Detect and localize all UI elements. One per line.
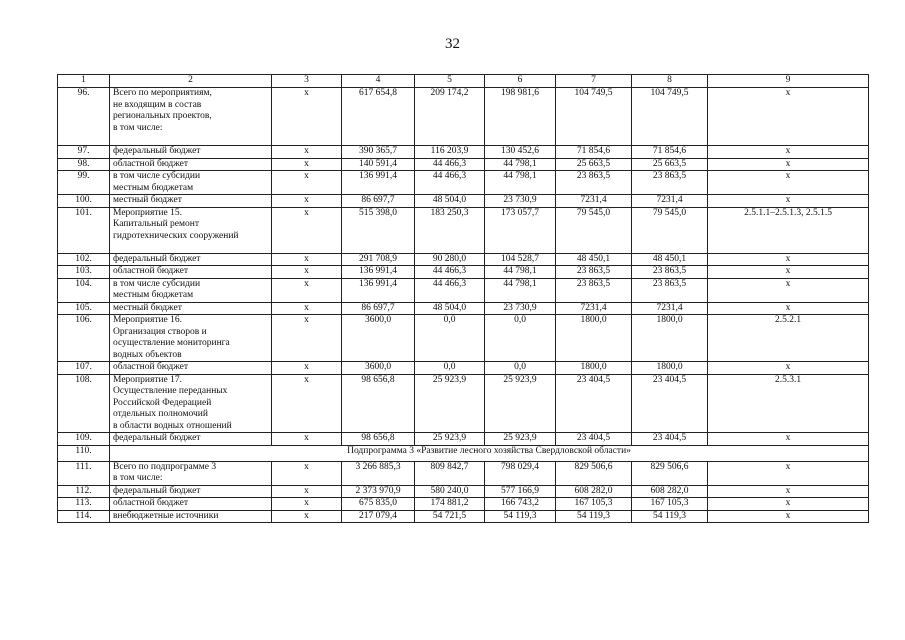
col7-amount: 608 282,0 <box>556 485 632 498</box>
col3-cell: х <box>272 88 342 146</box>
header-cell-8: 8 <box>632 75 708 88</box>
col7-amount: 104 749,5 <box>556 88 632 146</box>
col6-amount: 130 452,6 <box>485 146 556 159</box>
row-number: 113. <box>58 498 110 511</box>
col6-amount: 173 057,7 <box>485 207 556 253</box>
col6-amount: 0,0 <box>485 362 556 375</box>
total-amount: 136 991,4 <box>342 266 415 279</box>
row-number: 108. <box>58 374 110 433</box>
item-name: областной бюджет <box>110 266 272 279</box>
col5-amount: 44 466,3 <box>415 158 485 171</box>
total-amount: 3600,0 <box>342 362 415 375</box>
col3-cell: х <box>272 171 342 195</box>
table-row <box>58 266 869 279</box>
target-indicators: х <box>708 362 869 375</box>
col3-cell: х <box>272 315 342 362</box>
col3-cell: х <box>272 374 342 433</box>
total-amount: 140 591,4 <box>342 158 415 171</box>
target-indicators: х <box>708 253 869 266</box>
col5-amount: 809 842,7 <box>415 461 485 485</box>
col6-amount: 44 798,1 <box>485 266 556 279</box>
col8-amount: 829 506,6 <box>632 461 708 485</box>
target-indicators: х <box>708 498 869 511</box>
table-row <box>58 171 869 195</box>
item-name: в том числе субсидии местным бюджетам <box>110 171 272 195</box>
header-cell-2: 2 <box>110 75 272 88</box>
header-cell-9: 9 <box>708 75 869 88</box>
header-cell-7: 7 <box>556 75 632 88</box>
table-row <box>58 498 869 511</box>
col5-amount: 44 466,3 <box>415 266 485 279</box>
col5-amount: 0,0 <box>415 362 485 375</box>
item-name: Мероприятие 17. Осуществление переданных Российской Федерацией отдельных полномочий в области водных отношений <box>110 374 272 433</box>
col8-amount: 23 404,5 <box>632 433 708 446</box>
item-name: Всего по мероприятиям, не входящим в состав региональных проектов, в том числе: <box>110 88 272 146</box>
item-name: областной бюджет <box>110 158 272 171</box>
table-row <box>58 461 869 485</box>
col6-amount: 798 029,4 <box>485 461 556 485</box>
total-amount: 2 373 970,9 <box>342 485 415 498</box>
col5-amount: 209 174,2 <box>415 88 485 146</box>
row-number: 98. <box>58 158 110 171</box>
col8-amount: 167 105,3 <box>632 498 708 511</box>
target-indicators: х <box>708 433 869 446</box>
col5-amount: 0,0 <box>415 315 485 362</box>
total-amount: 291 708,9 <box>342 253 415 266</box>
table-row <box>58 146 869 159</box>
col3-cell: х <box>272 485 342 498</box>
row-number: 111. <box>58 461 110 485</box>
target-indicators: х <box>708 510 869 523</box>
col7-amount: 71 854,6 <box>556 146 632 159</box>
subprogram-title: Подпрограмма 3 «Развитие лесного хозяйства Свердловской области» <box>110 445 869 461</box>
col6-amount: 44 798,1 <box>485 158 556 171</box>
col5-amount: 580 240,0 <box>415 485 485 498</box>
total-amount: 98 656,8 <box>342 374 415 433</box>
item-name: Мероприятие 15. Капитальный ремонт гидротехнических сооружений <box>110 207 272 253</box>
item-name: Всего по подпрограмме 3 в том числе: <box>110 461 272 485</box>
col8-amount: 71 854,6 <box>632 146 708 159</box>
col3-cell: х <box>272 510 342 523</box>
table-row <box>58 207 869 253</box>
table-row <box>58 485 869 498</box>
target-indicators: 2.5.2.1 <box>708 315 869 362</box>
item-name: внебюджетные источники <box>110 510 272 523</box>
col8-amount: 7231,4 <box>632 195 708 208</box>
target-indicators: х <box>708 146 869 159</box>
total-amount: 86 697,7 <box>342 195 415 208</box>
target-indicators: х <box>708 266 869 279</box>
col8-amount: 79 545,0 <box>632 207 708 253</box>
total-amount: 98 656,8 <box>342 433 415 446</box>
row-number: 96. <box>58 88 110 146</box>
item-name: местный бюджет <box>110 195 272 208</box>
row-number: 104. <box>58 278 110 302</box>
item-name: федеральный бюджет <box>110 253 272 266</box>
col8-amount: 54 119,3 <box>632 510 708 523</box>
target-indicators: 2.5.1.1–2.5.1.3, 2.5.1.5 <box>708 207 869 253</box>
item-name: областной бюджет <box>110 362 272 375</box>
col8-amount: 23 404,5 <box>632 374 708 433</box>
header-cell-5: 5 <box>415 75 485 88</box>
col8-amount: 23 863,5 <box>632 278 708 302</box>
col8-amount: 25 663,5 <box>632 158 708 171</box>
table-row <box>58 315 869 362</box>
col5-amount: 174 881,2 <box>415 498 485 511</box>
col3-cell: х <box>272 433 342 446</box>
target-indicators: 2.5.3.1 <box>708 374 869 433</box>
col3-cell: х <box>272 498 342 511</box>
col7-amount: 1800,0 <box>556 362 632 375</box>
col5-amount: 54 721,5 <box>415 510 485 523</box>
col3-cell: х <box>272 253 342 266</box>
col7-amount: 54 119,3 <box>556 510 632 523</box>
total-amount: 136 991,4 <box>342 278 415 302</box>
col5-amount: 48 504,0 <box>415 195 485 208</box>
row-number: 106. <box>58 315 110 362</box>
row-number: 105. <box>58 302 110 315</box>
page-number: 32 <box>445 36 460 52</box>
table-row <box>58 362 869 375</box>
col7-amount: 25 663,5 <box>556 158 632 171</box>
col3-cell: х <box>272 302 342 315</box>
col7-amount: 167 105,3 <box>556 498 632 511</box>
header-cell-6: 6 <box>485 75 556 88</box>
item-name: федеральный бюджет <box>110 146 272 159</box>
col6-amount: 54 119,3 <box>485 510 556 523</box>
col3-cell: х <box>272 146 342 159</box>
col6-amount: 23 730,9 <box>485 302 556 315</box>
col6-amount: 44 798,1 <box>485 171 556 195</box>
col5-amount: 183 250,3 <box>415 207 485 253</box>
col8-amount: 1800,0 <box>632 315 708 362</box>
budget-table <box>57 74 869 523</box>
total-amount: 86 697,7 <box>342 302 415 315</box>
row-number: 100. <box>58 195 110 208</box>
col5-amount: 90 280,0 <box>415 253 485 266</box>
col7-amount: 23 863,5 <box>556 278 632 302</box>
table-row <box>58 445 869 461</box>
col5-amount: 116 203,9 <box>415 146 485 159</box>
col8-amount: 7231,4 <box>632 302 708 315</box>
col6-amount: 23 730,9 <box>485 195 556 208</box>
col3-cell: х <box>272 461 342 485</box>
item-name: федеральный бюджет <box>110 485 272 498</box>
col3-cell: х <box>272 362 342 375</box>
col8-amount: 104 749,5 <box>632 88 708 146</box>
col3-cell: х <box>272 278 342 302</box>
target-indicators: х <box>708 158 869 171</box>
col6-amount: 25 923,9 <box>485 433 556 446</box>
item-name: Мероприятие 16. Организация створов и осуществление мониторинга водных объектов <box>110 315 272 362</box>
col3-cell: х <box>272 158 342 171</box>
col8-amount: 1800,0 <box>632 362 708 375</box>
table-header-row <box>58 75 869 88</box>
item-name: федеральный бюджет <box>110 433 272 446</box>
col6-amount: 0,0 <box>485 315 556 362</box>
target-indicators: х <box>708 171 869 195</box>
row-number: 109. <box>58 433 110 446</box>
col3-cell: х <box>272 195 342 208</box>
col7-amount: 7231,4 <box>556 302 632 315</box>
row-number: 103. <box>58 266 110 279</box>
row-number: 101. <box>58 207 110 253</box>
col7-amount: 23 863,5 <box>556 266 632 279</box>
item-name: местный бюджет <box>110 302 272 315</box>
target-indicators: х <box>708 278 869 302</box>
table-row <box>58 433 869 446</box>
col5-amount: 25 923,9 <box>415 374 485 433</box>
table-row <box>58 278 869 302</box>
col7-amount: 1800,0 <box>556 315 632 362</box>
total-amount: 3 266 885,3 <box>342 461 415 485</box>
table-row <box>58 253 869 266</box>
row-number: 110. <box>58 445 110 461</box>
table-row <box>58 374 869 433</box>
target-indicators: х <box>708 195 869 208</box>
item-name: областной бюджет <box>110 498 272 511</box>
col7-amount: 48 450,1 <box>556 253 632 266</box>
col6-amount: 577 166,9 <box>485 485 556 498</box>
total-amount: 675 835,0 <box>342 498 415 511</box>
table-row <box>58 302 869 315</box>
total-amount: 390 365,7 <box>342 146 415 159</box>
col5-amount: 44 466,3 <box>415 278 485 302</box>
col6-amount: 166 743,2 <box>485 498 556 511</box>
col5-amount: 25 923,9 <box>415 433 485 446</box>
target-indicators: х <box>708 485 869 498</box>
total-amount: 3600,0 <box>342 315 415 362</box>
col8-amount: 608 282,0 <box>632 485 708 498</box>
col3-cell: х <box>272 266 342 279</box>
col7-amount: 23 863,5 <box>556 171 632 195</box>
col6-amount: 25 923,9 <box>485 374 556 433</box>
row-number: 102. <box>58 253 110 266</box>
total-amount: 136 991,4 <box>342 171 415 195</box>
row-number: 99. <box>58 171 110 195</box>
col7-amount: 829 506,6 <box>556 461 632 485</box>
col8-amount: 23 863,5 <box>632 266 708 279</box>
col6-amount: 104 528,7 <box>485 253 556 266</box>
row-number: 114. <box>58 510 110 523</box>
col7-amount: 23 404,5 <box>556 433 632 446</box>
item-name: в том числе субсидии местным бюджетам <box>110 278 272 302</box>
table-row <box>58 158 869 171</box>
col6-amount: 44 798,1 <box>485 278 556 302</box>
header-cell-4: 4 <box>342 75 415 88</box>
col8-amount: 48 450,1 <box>632 253 708 266</box>
col7-amount: 79 545,0 <box>556 207 632 253</box>
col7-amount: 7231,4 <box>556 195 632 208</box>
col5-amount: 48 504,0 <box>415 302 485 315</box>
target-indicators: х <box>708 88 869 146</box>
col5-amount: 44 466,3 <box>415 171 485 195</box>
col8-amount: 23 863,5 <box>632 171 708 195</box>
col3-cell: х <box>272 207 342 253</box>
row-number: 107. <box>58 362 110 375</box>
total-amount: 515 398,0 <box>342 207 415 253</box>
table-row <box>58 195 869 208</box>
col7-amount: 23 404,5 <box>556 374 632 433</box>
row-number: 112. <box>58 485 110 498</box>
table-row <box>58 88 869 146</box>
table-row <box>58 510 869 523</box>
total-amount: 617 654,8 <box>342 88 415 146</box>
header-cell-1: 1 <box>58 75 110 88</box>
target-indicators: х <box>708 461 869 485</box>
target-indicators: х <box>708 302 869 315</box>
col6-amount: 198 981,6 <box>485 88 556 146</box>
total-amount: 217 079,4 <box>342 510 415 523</box>
header-cell-3: 3 <box>272 75 342 88</box>
row-number: 97. <box>58 146 110 159</box>
